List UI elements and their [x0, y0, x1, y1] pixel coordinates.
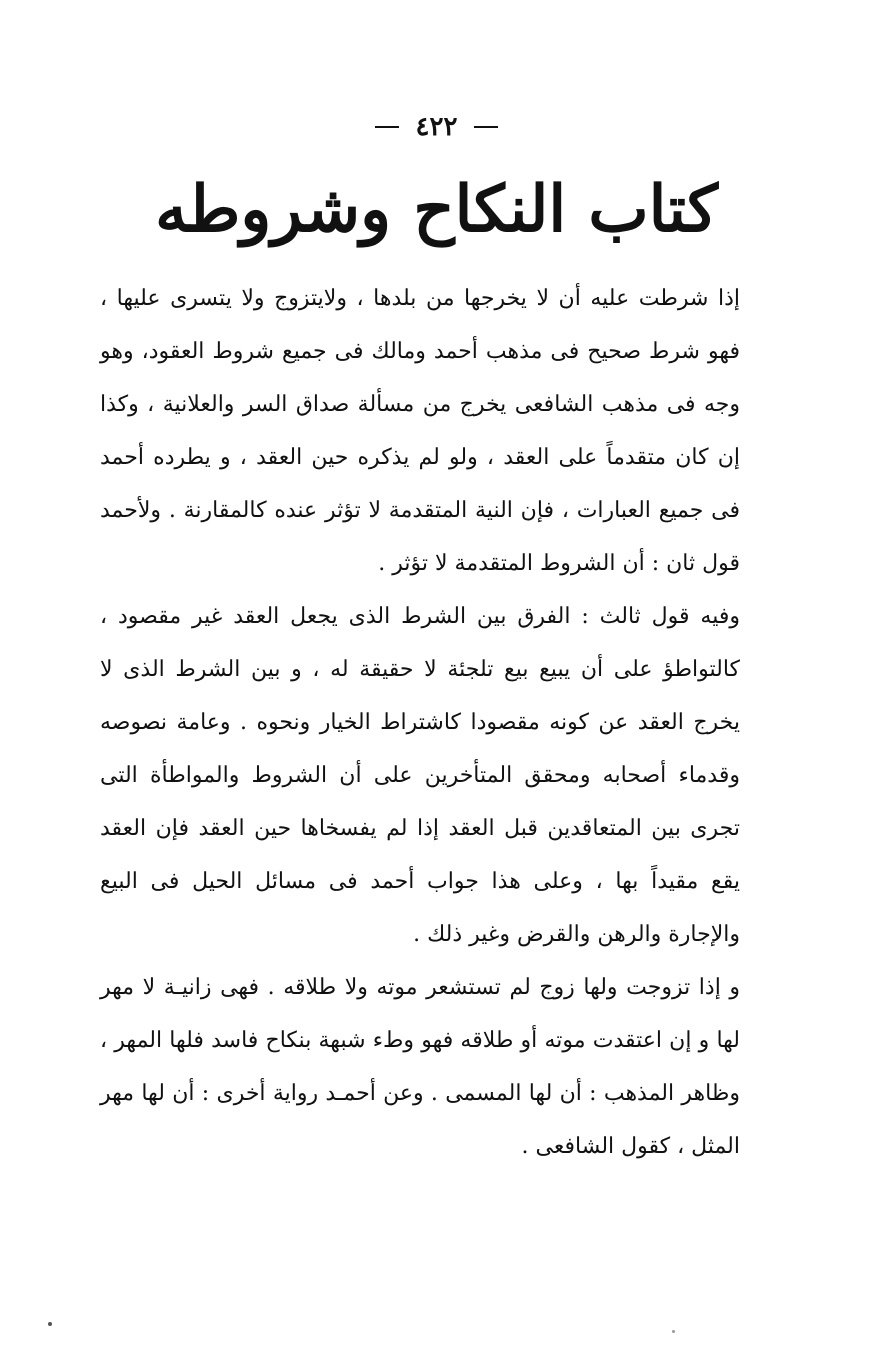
paper-speck — [48, 1322, 52, 1326]
paper-speck — [672, 1330, 675, 1333]
header-dash-left — [375, 126, 399, 128]
page-number: ٤٢٢ — [415, 112, 458, 142]
paragraph-married-woman: و إذا تزوجت ولها زوج لم تستشعر موته ولا طلاقه . فهى زانيـة لا مهر لها و إن اعتقدت موته أو طلاقه فهو وطء شبهة بنكاح فاسد فلها المهر ، وظاهر المذهب : أن لها المسمى . وعن أحمـد رواية أخرى : أن لها مهر المثل ، كقول الشافعى . — [100, 975, 740, 1159]
page-header — [0, 108, 873, 145]
paragraph-third-opinion: وفيه قول ثالث : الفرق بين الشرط الذى يجعل العقد غير مقصود ، كالتواطؤ على أن يبيع بيع تلجئة لا حقيقة له ، و بين الشرط الذى لا يخرج العقد عن كونه مقصودا كاشتراط الخيار ونحوه . وعامة نصوصه وقدماء أصحابه ومحقق المتأخرين على أن الشروط والمواطأة التى تجرى بين المتعاقدين قبل العقد إذا لم يفسخاها حين العقد فإن العقد يقع مقيداً بها ، وعلى هذا جواب أحمد فى مسائل الحيل فى البيع والإجارة والرهن والقرض وغير ذلك . — [100, 604, 740, 947]
chapter-title: كتاب النكاح وشروطه — [155, 172, 718, 247]
body-text — [100, 272, 740, 1173]
header-dash-right — [474, 126, 498, 128]
paragraph-conditions: إذا شرطت عليه أن لا يخرجها من بلدها ، ولايتزوج ولا يتسرى عليها ، فهو شرط صحيح فى مذهب أحمد ومالك فى جميع شروط العقود، وهو وجه فى مذهب الشافعى يخرج من مسألة صداق السر والعلانية ، وكذا إن كان متقدماً على العقد ، ولو لم يذكره حين العقد ، و يطرده أحمد فى جميع العبارات ، فإن النية المتقدمة لا تؤثر عنده كالمقارنة . ولأحمد قول ثان : أن الشروط المتقدمة لا تؤثر . — [100, 286, 740, 576]
